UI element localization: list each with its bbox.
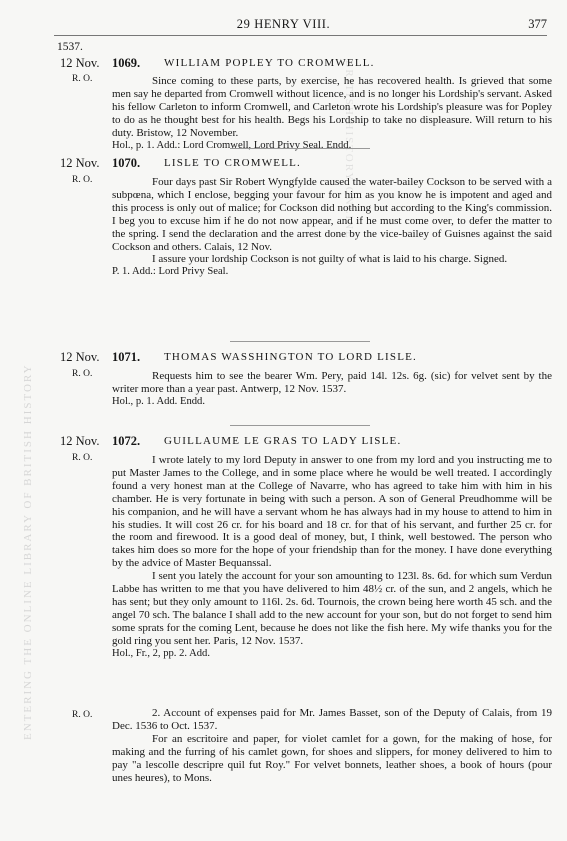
entry-date: 12 Nov. xyxy=(60,156,100,170)
watermark-center: BRITISH HISTORY ONLINE xyxy=(343,60,355,240)
paragraph: Four days past Sir Robert Wyngfylde caused the water-bailey Cockson to be served with a subpœna, which I enclose, begging your favour for him as you know he is impotent and aged and this process is only out of malice; for Cockson did nothing but according to the King's commission. I beg you to excuse him if he do not now appear, and if he must come over, to defer the matter to the spring. I send the declaration and the arrest done by the vice-bailey of Guisnes against the said Cockson and others. Calais, 12 Nov. xyxy=(112,176,552,253)
entry-date: 12 Nov. xyxy=(60,434,100,448)
entry-meta: Hol., p. 1. Add.: Lord Cromwell, Lord Privy Seal. Endd. xyxy=(112,139,352,151)
watermark-left: ENTERING THE ONLINE LIBRARY OF BRITISH HISTORY xyxy=(22,363,34,740)
paragraph: Requests him to see the bearer Wm. Pery, paid 14l. 12s. 6g. (sic) for velvet sent by the writer more than a year past. Antwerp, 12 Nov. 1537. xyxy=(112,370,552,395)
entry-number: 1069. xyxy=(112,56,141,70)
entry-number: 1070. xyxy=(112,156,141,170)
entry-heading: GUILLAUME LE GRAS TO LADY LISLE. xyxy=(164,435,402,447)
paragraph: I wrote lately to my lord Deputy in answer to one from my lord and you instructing me to put Master James to the College, and in some place where he would be well treated. I accordingly found a very honest man at the College of Navarre, who has agreed to take him with him in his chamber. He is very fortunate in being with such a person. A son of General Preudhomme will be his companion, and he will have a servant whom he has always had in my house to attend to him in his studies. It will cost 26 cr. for his board and 18 cr. for that of his servant, and further 25 cr. for the room and firewood. It is a good deal of money, but, I think, well bestowed. The person who takes him does so more for the hope of your friendship than for the money. I have done everything by the advice of Master Bequanssal. xyxy=(112,454,552,570)
header-rule xyxy=(54,35,547,36)
entry-heading: WILLIAM POPLEY TO CROMWELL. xyxy=(164,57,375,69)
entry-meta: Hol., p. 1. Add. Endd. xyxy=(112,395,205,407)
year-label: 1537. xyxy=(57,41,83,53)
entry-body xyxy=(112,75,552,152)
separator xyxy=(230,341,370,342)
entry-heading: LISLE TO CROMWELL. xyxy=(164,157,301,169)
running-title: 29 HENRY VIII. xyxy=(236,17,331,31)
entry-source: R. O. xyxy=(72,710,93,720)
entry-body xyxy=(112,176,552,279)
paragraph: Since coming to these parts, by exercise, he has recovered health. Is grieved that some men say he departed from Cromwell without licence, and is no longer his Lordship's servant. Asked his fellow Carleton to inform Cromwell, and Carleton wrote his Lordship's pleasure was for Popley to do as he thought best for his health. Begs his Lordship to take no displeasure. Will return to his duty. Bristow, 12 November. xyxy=(112,75,552,139)
separator xyxy=(230,148,370,149)
entry-source: R. O. xyxy=(72,369,93,379)
entry-heading: THOMAS WASSHINGTON TO LORD LISLE. xyxy=(164,351,417,363)
entry-source: R. O. xyxy=(72,453,93,463)
entry-date: 12 Nov. xyxy=(60,350,100,364)
running-header xyxy=(0,17,567,35)
entry-meta: P. 1. Add.: Lord Privy Seal. xyxy=(112,266,229,278)
entry-body xyxy=(112,454,552,661)
entry-source: R. O. xyxy=(72,74,93,84)
entry-source: R. O. xyxy=(72,175,93,185)
entry-meta: Hol., Fr., 2, pp. 2. Add. xyxy=(112,647,211,659)
paragraph: 2. Account of expenses paid for Mr. James Basset, son of the Deputy of Calais, from 19 Dec. 1536 to Oct. 1537. xyxy=(112,707,552,732)
page-number: 377 xyxy=(528,17,547,31)
paragraph: I assure your lordship Cockson is not guilty of what is laid to his charge. Signed. xyxy=(152,253,508,266)
entry-number: 1071. xyxy=(112,350,141,364)
paragraph: I sent you lately the account for your son amounting to 123l. 8s. 6d. for which sum Verdun Labbe has written to me that you have delivered to him 48½ cr. of the sun, and 2 angels, which he has sent; but they only amount to 116l. 2s. 6d. Tournois, the crown being here worth 45 sch. and the angel 70 sch. The balance I shall add to the new account for your son, but do not forget to send him some sprats for the coming Lent, because he does not like the fish here. My wife thanks you for the gold ring you sent her. Paris, 12 Nov. 1537. xyxy=(112,570,552,647)
entry-date: 12 Nov. xyxy=(60,56,100,70)
entry-number: 1072. xyxy=(112,434,141,448)
paragraph: For an escritoire and paper, for violet camlet for a gown, for the making of hose, for making and the furring of his camlet gown, for shoes and slippers, for money delivered to him to pay "a lescolle descripre quil fut Roy." For velvet bonnets, leather shoes, a book of hours (pour unes heures), to Mons. xyxy=(112,732,552,784)
separator xyxy=(230,425,370,426)
entry-body xyxy=(112,707,552,784)
entry-body xyxy=(112,370,552,409)
